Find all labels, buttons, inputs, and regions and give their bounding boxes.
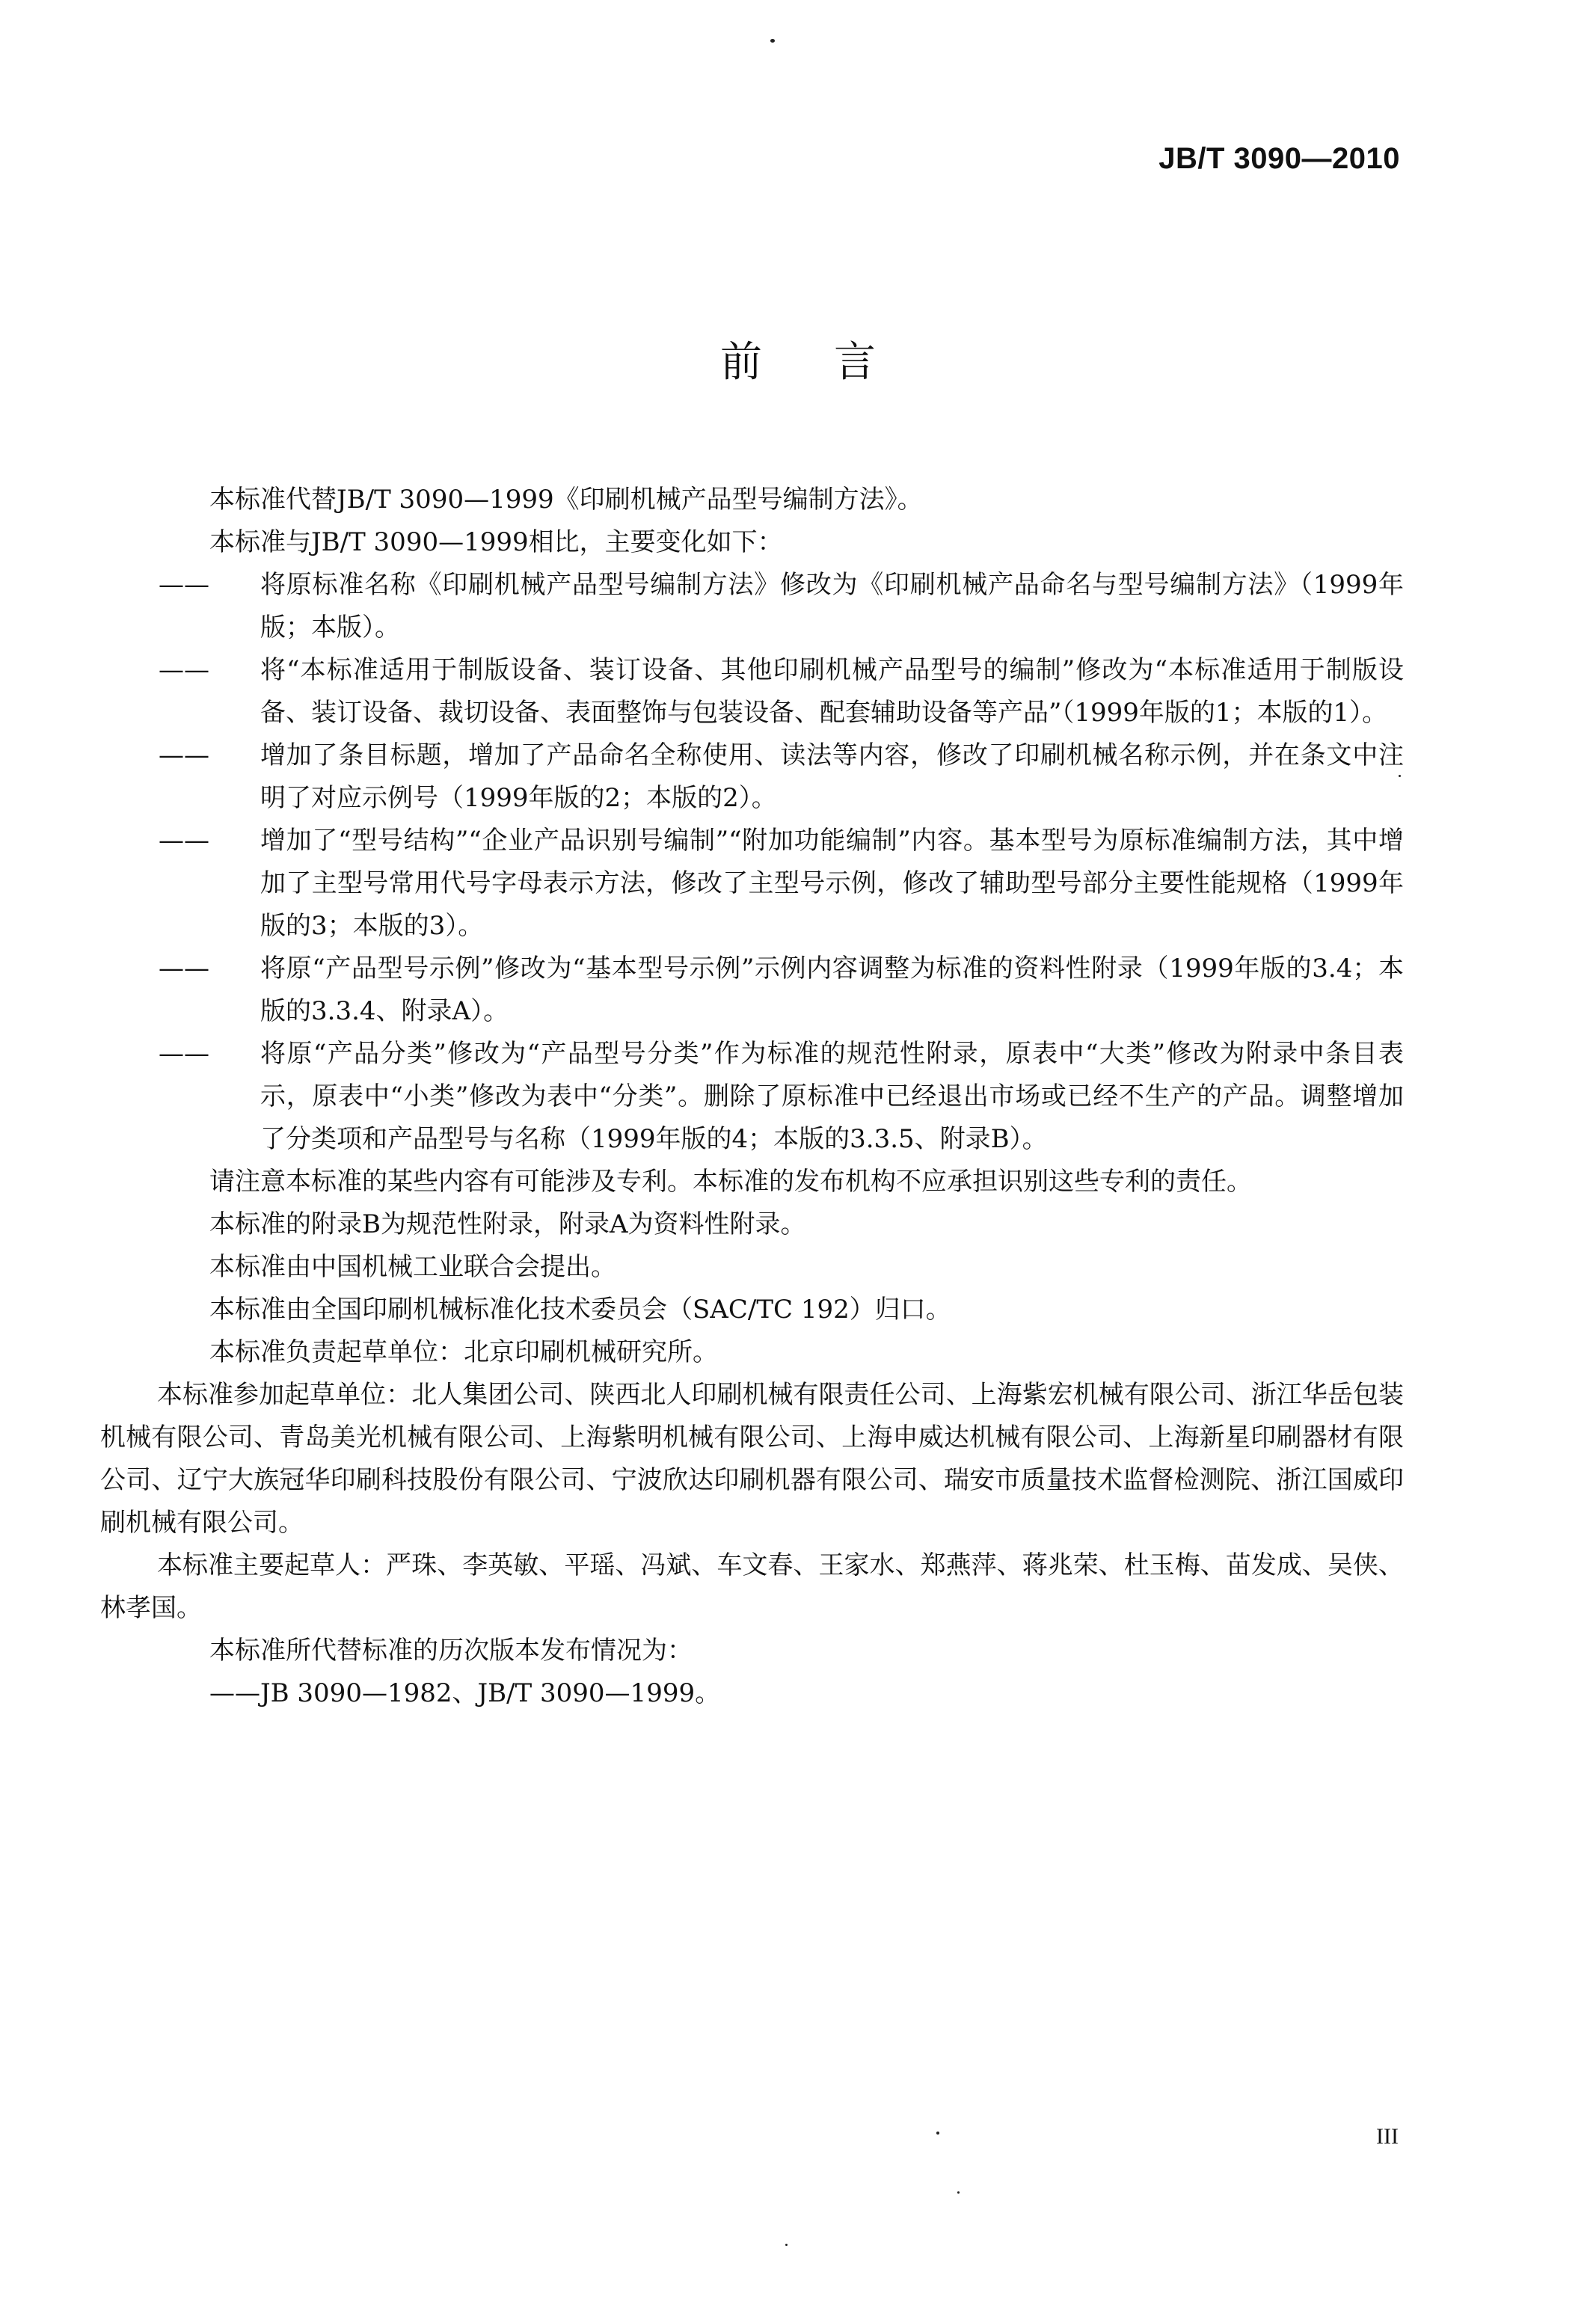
dash-marker: ——: [159, 826, 209, 856]
change-text: 增加了条目标题，增加了产品命名全称使用、读法等内容，修改了印刷机械名称示例，并在条文中注明了对应示例号（1999年版的2；本版的2）。: [260, 740, 1404, 813]
change-item: [159, 820, 1404, 948]
main-drafters: 本标准主要起草人：严珠、李英敏、平瑶、冯斌、车文春、王家水、郑燕萍、蒋兆荣、杜玉梅、苗发成、吴侠、林孝国。: [100, 1550, 1404, 1623]
change-item: [159, 564, 1404, 649]
dash-marker: ——: [159, 954, 209, 983]
change-item: [159, 1033, 1404, 1161]
change-text: 将原标准名称《印刷机械产品型号编制方法》修改为《印刷机械产品命名与型号编制方法》（1999年版；本版）。: [260, 570, 1404, 642]
scan-speck: [785, 2244, 788, 2246]
history-item: [159, 1672, 1404, 1715]
history-heading: 本标准所代替标准的历次版本发布情况为：: [209, 1636, 693, 1666]
change-text: 增加了“型号结构”“企业产品识别号编制”“附加功能编制”内容。基本型号为原标准编制方法，其中增加了主型号常用代号字母表示方法，修改了主型号示例，修改了辅助型号部分主要性能规格（1999年版的3；本版的3）。: [260, 826, 1404, 941]
dash-marker: ——: [159, 740, 209, 770]
change-text: 将原“产品分类”修改为“产品型号分类”作为标准的规范性附录，原表中“大类”修改为附录中条目表示，原表中“小类”修改为表中“分类”。删除了原标准中已经退出市场或已经不生产的产品。调整增加了分类项和产品型号与名称（1999年版的4；本版的3.3.5、附录B）。: [260, 1039, 1404, 1154]
dash-marker: ——: [159, 570, 209, 600]
change-item: [159, 948, 1404, 1033]
change-text: 将原“产品型号示例”修改为“基本型号示例”示例内容调整为标准的资料性附录（1999年版的3.4；本版的3.3.4、附录A）。: [260, 954, 1404, 1026]
participating-units: 本标准参加起草单位：北人集团公司、陕西北人印刷机械有限责任公司、上海紫宏机械有限公司、浙江华岳包装机械有限公司、青岛美光机械有限公司、上海紫明机械有限公司、上海申威达机械有限公司、上海新星印刷器材有限公司、辽宁大族冠华印刷科技股份有限公司、宁波欣达印刷机器有限公司、瑞安市质量技术监督检测院、浙江国威印刷机械有限公司。: [100, 1380, 1404, 1538]
scan-speck: [957, 2191, 960, 2194]
change-item: [159, 649, 1404, 734]
scan-speck: [770, 39, 775, 43]
page-title: 前言: [720, 338, 948, 387]
change-text: 将“本标准适用于制版设备、装订设备、其他印刷机械产品型号的编制”修改为“本标准适用于制版设备、装订设备、裁切设备、表面整饰与包装设备、配套辅助设备等产品”（1999年版的1；本版的1）。: [260, 655, 1404, 728]
dash-marker: ——: [209, 1678, 260, 1708]
standard-code: JB/T 3090—2010: [1158, 142, 1400, 175]
drafting-unit: 本标准负责起草单位：北京印刷机械研究所。: [209, 1337, 718, 1367]
intro-paragraph: 本标准代替JB/T 3090—1999《印刷机械产品型号编制方法》。: [209, 485, 923, 515]
change-item: [159, 734, 1404, 820]
page-number: III: [1376, 2124, 1399, 2149]
foreword-body: [100, 479, 1404, 1715]
history-text: JB 3090—1982、JB/T 3090—1999。: [260, 1678, 721, 1708]
intro-paragraph: 本标准与JB/T 3090—1999相比，主要变化如下：: [209, 527, 783, 557]
proposer-note: 本标准由中国机械工业联合会提出。: [209, 1252, 616, 1282]
dash-marker: ——: [159, 655, 209, 685]
annex-note: 本标准的附录B为规范性附录，附录A为资料性附录。: [209, 1209, 806, 1239]
dash-marker: ——: [159, 1039, 209, 1069]
scan-speck: [936, 2132, 939, 2135]
committee-note: 本标准由全国印刷机械标准化技术委员会（SAC/TC 192）归口。: [209, 1295, 951, 1325]
patent-notice: 请注意本标准的某些内容有可能涉及专利。本标准的发布机构不应承担识别这些专利的责任。: [209, 1167, 1252, 1197]
